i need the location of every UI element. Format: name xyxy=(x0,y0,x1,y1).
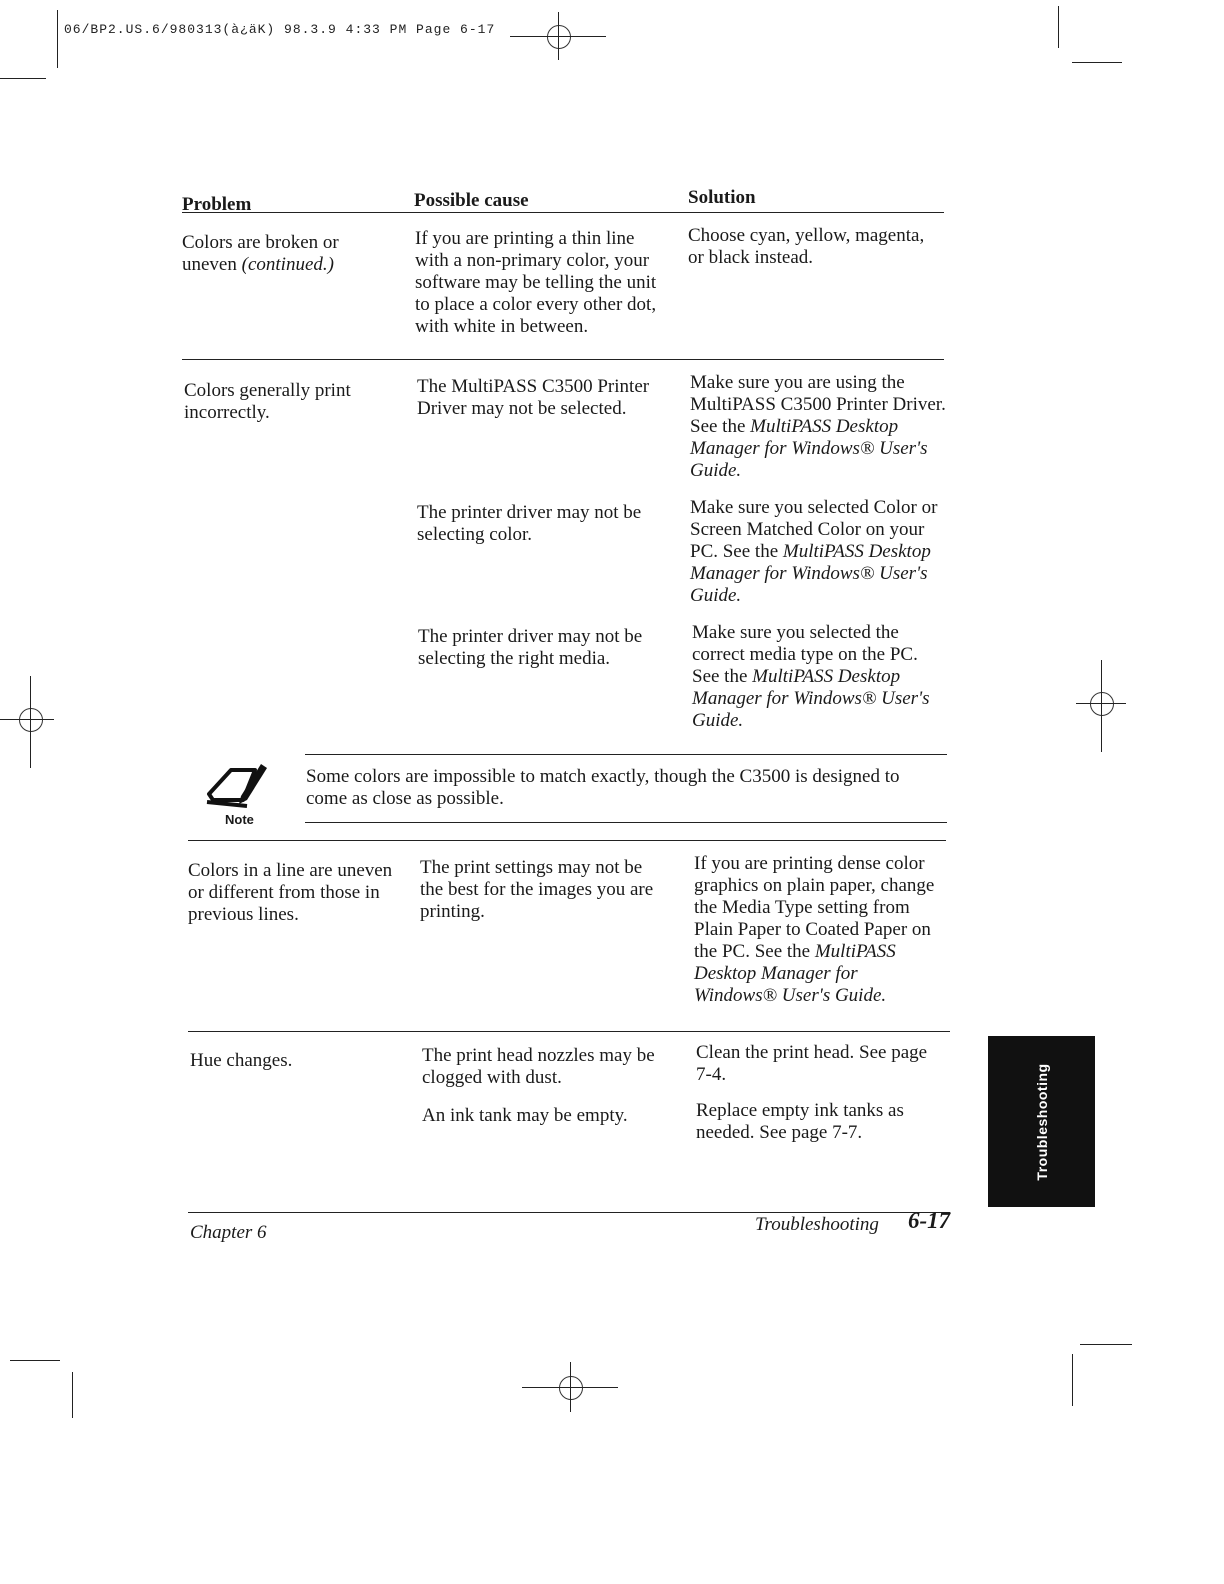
footer-page-number: 6-17 xyxy=(908,1208,951,1233)
cause-cell: If you are printing a thin line with a non-primary color, your software may be telling the unit to place a color every other dot, with white in between. xyxy=(415,228,657,337)
solution-cell: If you are printing dense color graphics on plain paper, change the Media Type setting from Plain Paper to Coated Paper on the PC. See the MultiPASS Desktop Manager for Windows® User's Guide. xyxy=(694,853,935,1006)
cause-cell: The printer driver may not be selecting color. xyxy=(417,502,642,545)
cause-cell: The MultiPASS C3500 Printer Driver may not be selected. xyxy=(417,376,650,419)
crop-mark xyxy=(10,1360,60,1361)
registration-mark xyxy=(1090,692,1114,716)
footer-section: Troubleshooting xyxy=(755,1214,879,1235)
crop-mark xyxy=(72,1372,73,1418)
print-slug: 06/BP2.US.6/980313(à¿äK) 98.3.9 4:33 PM Page 6-17 xyxy=(64,22,496,37)
note-rule xyxy=(305,822,947,823)
problem-cell: Colors in a line are uneven or different from those in previous lines. xyxy=(188,860,393,925)
crop-mark xyxy=(1058,6,1059,48)
solution-cell: Choose cyan, yellow, magenta, or black instead. xyxy=(688,225,925,268)
problem-cell: Colors generally print incorrectly. xyxy=(184,380,351,423)
crop-mark xyxy=(57,10,58,68)
header-problem: Problem xyxy=(182,194,252,215)
crop-mark xyxy=(0,78,46,79)
note-rule xyxy=(305,754,947,755)
footer-chapter: Chapter 6 xyxy=(190,1222,267,1243)
registration-mark xyxy=(30,676,31,768)
registration-mark xyxy=(1101,660,1102,752)
solution-cell: Make sure you selected Color or Screen Matched Color on your PC. See the MultiPASS Desktop Manager for Windows® User's Guide. xyxy=(690,497,938,606)
solution-cell: Make sure you are using the MultiPASS C3500 Printer Driver. See the MultiPASS Desktop Manager for Windows® User's Guide. xyxy=(690,372,946,481)
section-tab-label: Troubleshooting xyxy=(1033,1062,1050,1181)
registration-mark xyxy=(522,1387,618,1388)
header-rule xyxy=(182,212,944,213)
cause-cell: The print settings may not be the best for the images you are printing. xyxy=(420,857,654,922)
note-label: Note xyxy=(225,812,254,827)
cause-cell: An ink tank may be empty. xyxy=(422,1105,628,1126)
solution-cell: Make sure you selected the correct media type on the PC. See the MultiPASS Desktop Manager for Windows® User's Guide. xyxy=(692,622,930,731)
cause-cell: The print head nozzles may be clogged with dust. xyxy=(422,1045,655,1088)
note-text: Some colors are impossible to match exactly, though the C3500 is designed to come as close as possible. xyxy=(306,766,900,809)
registration-mark xyxy=(1076,703,1126,704)
registration-mark xyxy=(510,36,606,37)
footer-rule xyxy=(188,1212,950,1213)
section-tab xyxy=(988,1036,1095,1207)
registration-mark xyxy=(0,719,54,720)
row-rule xyxy=(188,1031,950,1032)
cause-cell: The printer driver may not be selecting the right media. xyxy=(418,626,643,669)
problem-cell: Colors are broken or uneven (continued.) xyxy=(182,232,339,275)
crop-mark xyxy=(1072,62,1122,63)
registration-mark xyxy=(559,1376,583,1400)
crop-mark xyxy=(1080,1344,1132,1345)
note-icon xyxy=(203,762,273,832)
row-rule xyxy=(182,359,944,360)
crop-mark xyxy=(1072,1354,1073,1406)
header-solution: Solution xyxy=(688,187,756,208)
row-rule xyxy=(188,840,946,841)
registration-mark xyxy=(19,708,43,732)
solution-cell: Replace empty ink tanks as needed. See page 7-7. xyxy=(696,1100,904,1143)
solution-cell: Clean the print head. See page 7-4. xyxy=(696,1042,928,1085)
header-possible-cause: Possible cause xyxy=(414,190,529,211)
problem-cell: Hue changes. xyxy=(190,1050,293,1071)
registration-mark xyxy=(547,25,571,49)
